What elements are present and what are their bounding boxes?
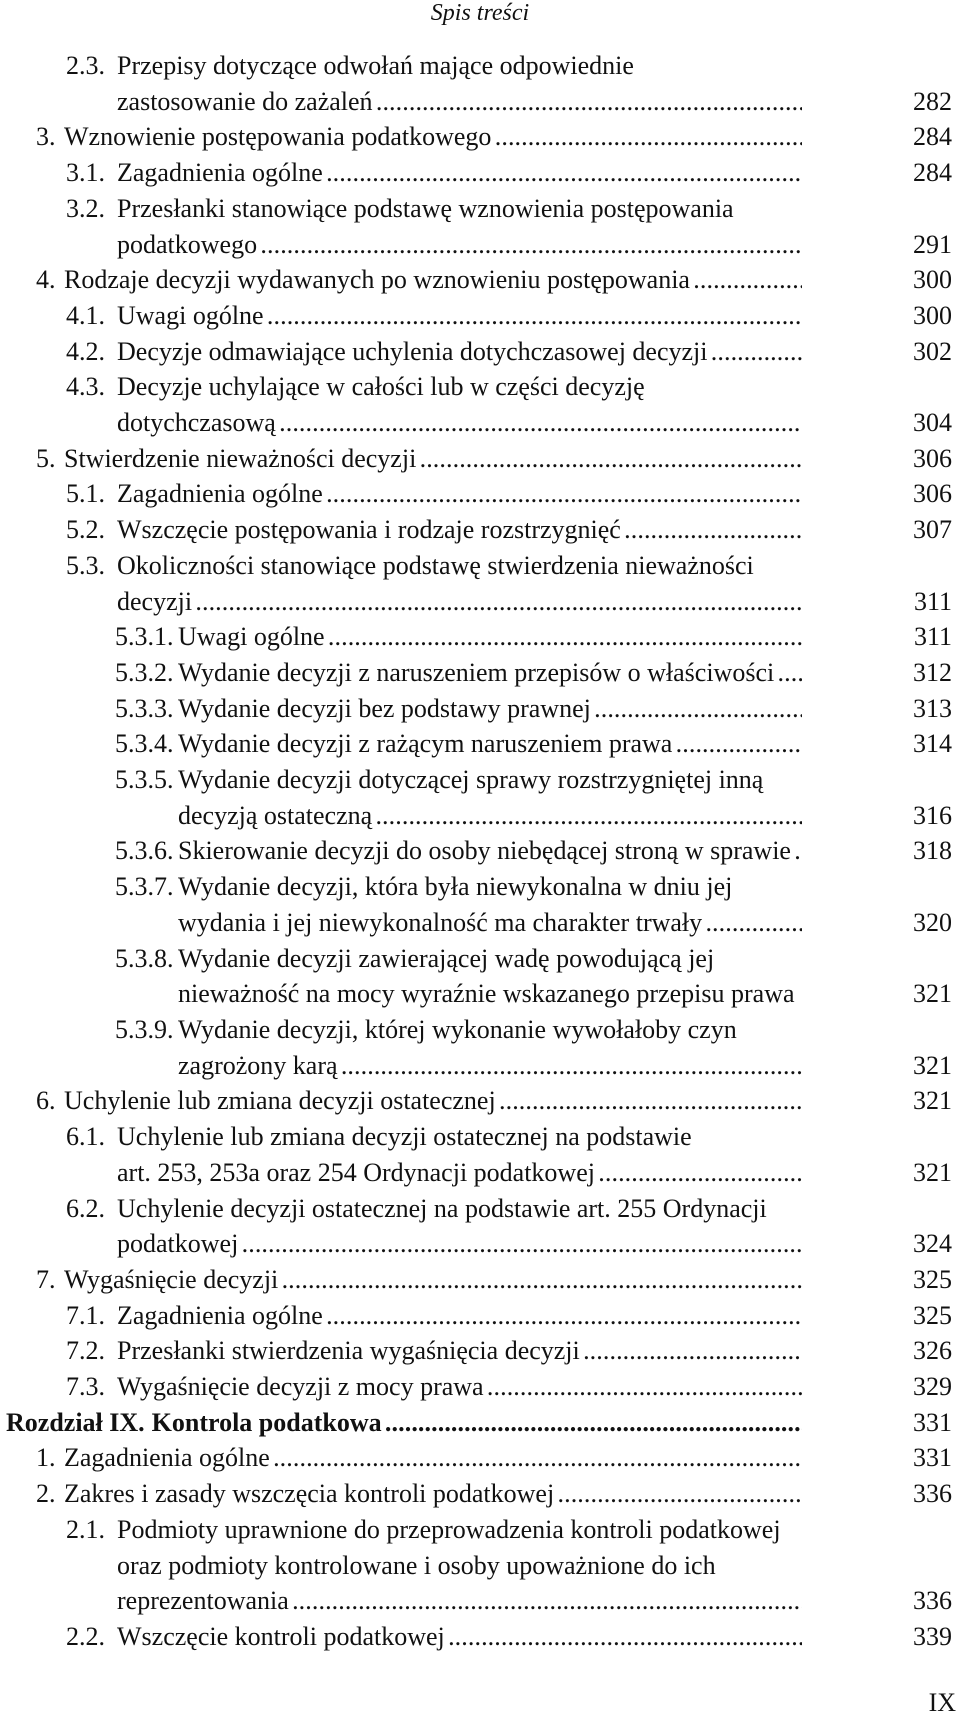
toc-entry [0, 191, 960, 262]
toc-entry-page: 311 [913, 622, 952, 652]
toc-entry-number: 7.3. [66, 1372, 105, 1402]
toc-entry [0, 512, 960, 548]
toc-entry-number: 6. [36, 1086, 56, 1116]
toc-entry [0, 155, 960, 191]
toc-entry-title: oraz podmioty kontrolowane i osoby upoważnione do ich [117, 1550, 716, 1580]
toc-entry-page: 312 [913, 657, 952, 687]
toc-entry-title: Kontrola podatkowa . . . [152, 1405, 802, 1441]
toc-entry-title: nieważność na mocy wyraźnie wskazanego przepisu prawa [178, 979, 795, 1009]
toc-entry-page: 314 [913, 729, 952, 759]
toc-entry-title: Wydanie decyzji, która była niewykonalna w dniu jej [178, 872, 733, 902]
toc-entry [0, 1191, 960, 1262]
toc-entry-number: 2.2. [66, 1621, 105, 1651]
toc-entry-number: 6.1. [66, 1122, 105, 1152]
toc-entry-number: 5.3.4. [115, 729, 174, 759]
toc-entry-page: 306 [913, 479, 952, 509]
toc-entry-title: dotychczasową . . . [117, 405, 802, 441]
toc-entry-page: 284 [913, 122, 952, 152]
toc-entry [0, 298, 960, 334]
toc-entry-number: 4.1. [66, 300, 105, 330]
page-number: IX [928, 1688, 956, 1717]
toc-entry [0, 762, 960, 833]
toc-entry [0, 548, 960, 619]
toc-entry-title: decyzją ostateczną . . . [178, 798, 802, 834]
toc-entry [0, 1440, 960, 1476]
toc-entry [0, 1012, 960, 1083]
toc-entry-number: 5.3. [66, 550, 105, 580]
toc-entry-title: Zagadnienia ogólne . . . [117, 155, 802, 191]
toc-entry-title: Rodzaje decyzji wydawanych po wznowieniu postępowania . . . [64, 262, 802, 298]
toc-entry-title: Wydanie decyzji z rażącym naruszeniem prawa . . . [178, 726, 802, 762]
toc-entry-page: 311 [913, 586, 952, 616]
toc-entry-number: 4.2. [66, 336, 105, 366]
toc-entry-number: 5.3.3. [115, 693, 174, 723]
toc-entry-title: decyzji . . . [117, 584, 802, 620]
toc-entry [0, 334, 960, 370]
toc-entry-number: 5.2. [66, 515, 105, 545]
toc-entry-number: 5.3.5. [115, 765, 174, 795]
toc-entry-page: 300 [913, 265, 952, 295]
toc-entry [0, 1369, 960, 1405]
toc-entry-page: 320 [913, 907, 952, 937]
toc-entry-number: 5.3.8. [115, 943, 174, 973]
toc-entry-page: 282 [913, 86, 952, 116]
toc-entry-number: 3.1. [66, 158, 105, 188]
toc-entry-page: 306 [913, 443, 952, 473]
toc-entry [0, 655, 960, 691]
toc-entry-page: 318 [913, 836, 952, 866]
toc-entry [0, 1333, 960, 1369]
toc-entry [0, 369, 960, 440]
toc-entry-number: 7. [36, 1264, 56, 1294]
toc-entry-number: 7.1. [66, 1300, 105, 1330]
toc-entry [0, 262, 960, 298]
toc-entry-number: 3.2. [66, 193, 105, 223]
toc-entry [0, 1119, 960, 1190]
toc-entry-page: 300 [913, 300, 952, 330]
toc-entry-page: 329 [913, 1372, 952, 1402]
toc-entry-number: 6.2. [66, 1193, 105, 1223]
toc-entry-title: Wygaśnięcie decyzji z mocy prawa . . . [117, 1369, 802, 1405]
toc-entry-title: art. 253, 253a oraz 254 Ordynacji podatkowej . . . [117, 1155, 802, 1191]
toc-entry-title: Zakres i zasady wszczęcia kontroli podatkowej . . . [64, 1476, 802, 1512]
toc-entry-page: 302 [913, 336, 952, 366]
toc-entry-title: Wydanie decyzji zawierającej wadę powodującą jej [178, 943, 715, 973]
toc-entry-page: 324 [913, 1229, 952, 1259]
toc-entry-title: Wydanie decyzji, której wykonanie wywołałoby czyn [178, 1014, 737, 1044]
toc-entry-number: 2. [36, 1479, 56, 1509]
toc-entry-page: 313 [913, 693, 952, 723]
toc-entry [0, 1262, 960, 1298]
toc-entry [0, 476, 960, 512]
toc-entry-page: 326 [913, 1336, 952, 1366]
toc-entry [0, 1405, 960, 1441]
toc-entry [0, 833, 960, 869]
toc-entry-number: 2.3. [66, 51, 105, 80]
toc-entry-number: 5.1. [66, 479, 105, 509]
toc-entry-title: Stwierdzenie nieważności decyzji . . . [64, 441, 802, 477]
toc-entry-title: Uwagi ogólne . . . [178, 619, 802, 655]
toc-entry-title: Decyzje uchylające w całości lub w części decyzję [117, 372, 645, 402]
toc-entry-title: Przesłanki stanowiące podstawę wznowienia postępowania [117, 193, 734, 223]
toc-entry-title: reprezentowania . . . [117, 1583, 802, 1619]
toc-entry-title: Wydanie decyzji z naruszeniem przepisów o właściwości . . . [178, 655, 802, 691]
toc-entry-title: Skierowanie decyzji do osoby niebędącej stroną w sprawie . . . [178, 833, 802, 869]
toc-entry-title: Uwagi ogólne . . . [117, 298, 802, 334]
toc-entry-page: 304 [913, 408, 952, 438]
toc-entry-title: Uchylenie lub zmiana decyzji ostatecznej na podstawie [117, 1122, 692, 1152]
toc-entry-title: Wydanie decyzji dotyczącej sprawy rozstrzygniętej inną [178, 765, 764, 795]
toc-entry-title: Uchylenie decyzji ostatecznej na podstawie art. 255 Ordynacji [117, 1193, 767, 1223]
toc-entry-page: 321 [913, 979, 952, 1009]
toc-entry-title: Uchylenie lub zmiana decyzji ostatecznej . . . [64, 1083, 802, 1119]
toc-entry-title: podatkowej . . . [117, 1226, 802, 1262]
toc-entry [0, 119, 960, 155]
toc-entry-page: 331 [913, 1443, 952, 1473]
toc-entry-page: 321 [913, 1050, 952, 1080]
toc-entry-title: Wydanie decyzji bez podstawy prawnej . . . [178, 691, 802, 727]
toc-entry-page: 291 [913, 229, 952, 259]
toc-entry-title: Okoliczności stanowiące podstawę stwierdzenia nieważności [117, 550, 754, 580]
toc-entry-title: Podmioty uprawnione do przeprowadzenia kontroli podatkowej [117, 1514, 781, 1544]
toc-entry-title: Przepisy dotyczące odwołań mające odpowiednie [117, 51, 634, 80]
toc-entry-number: 5.3.7. [115, 872, 174, 902]
toc-entry-number: 4. [36, 265, 56, 295]
toc-entry [0, 726, 960, 762]
toc-entry [0, 48, 960, 119]
toc-entry-title: Wszczęcie postępowania i rodzaje rozstrzygnięć . . . [117, 512, 802, 548]
toc-entry [0, 941, 960, 1012]
toc-entry [0, 1298, 960, 1334]
toc-entry-title: Zagadnienia ogólne . . . [117, 1298, 802, 1334]
toc-entry-page: 325 [913, 1264, 952, 1294]
toc-entry [0, 1083, 960, 1119]
toc-entry-number: 2.1. [66, 1514, 105, 1544]
toc-entry-title: wydania i jej niewykonalność ma charakter trwały . . . [178, 905, 802, 941]
toc-entry-number: 7.2. [66, 1336, 105, 1366]
toc-entry-page: 325 [913, 1300, 952, 1330]
toc-entry-page: 307 [913, 515, 952, 545]
toc-entry-number: 3. [36, 122, 56, 152]
toc-entry-number: 5.3.6. [115, 836, 174, 866]
running-head: Spis treści [430, 0, 530, 26]
toc-entry-number: 1. [36, 1443, 56, 1473]
toc-entry-number: 4.3. [66, 372, 105, 402]
toc-entry [0, 869, 960, 940]
toc-entry-title: Wygaśnięcie decyzji . . . [64, 1262, 802, 1298]
toc-entry-title: zastosowanie do zażaleń . . . [117, 84, 802, 120]
toc-entry-page: 321 [913, 1086, 952, 1116]
toc-entry-page: 284 [913, 158, 952, 188]
toc-entry [0, 1512, 960, 1619]
toc-entry-page: 336 [913, 1586, 952, 1616]
toc-entry [0, 619, 960, 655]
toc-entry-page: 331 [913, 1407, 952, 1437]
toc-entry-page: 336 [913, 1479, 952, 1509]
toc-entry [0, 1619, 960, 1655]
toc-entry-number: 5.3.2. [115, 657, 174, 687]
toc-entry-page: 321 [913, 1157, 952, 1187]
toc-entry-number: 5. [36, 443, 56, 473]
toc-entry [0, 691, 960, 727]
toc-entry [0, 441, 960, 477]
toc-entry-title: Zagadnienia ogólne . . . [117, 476, 802, 512]
toc-entry-title: Wznowienie postępowania podatkowego . . . [64, 119, 802, 155]
toc-entry-page: 316 [913, 800, 952, 830]
toc-entry-number: 5.3.9. [115, 1014, 174, 1044]
table-of-contents [0, 48, 960, 1655]
toc-entry-title: Przesłanki stwierdzenia wygaśnięcia decyzji . . . [117, 1333, 802, 1369]
toc-entry-number: 5.3.1. [115, 622, 174, 652]
toc-entry-title: Wszczęcie kontroli podatkowej . . . [117, 1619, 802, 1655]
toc-entry-page: 339 [913, 1621, 952, 1651]
toc-entry-title: zagrożony karą . . . [178, 1048, 802, 1084]
toc-entry [0, 1476, 960, 1512]
toc-entry-title: Zagadnienia ogólne . . . [64, 1440, 802, 1476]
toc-entry-title: Decyzje odmawiające uchylenia dotychczasowej decyzji . . . [117, 334, 802, 370]
toc-entry-number: Rozdział IX. [6, 1407, 145, 1437]
toc-entry-title: podatkowego . . . [117, 227, 802, 263]
